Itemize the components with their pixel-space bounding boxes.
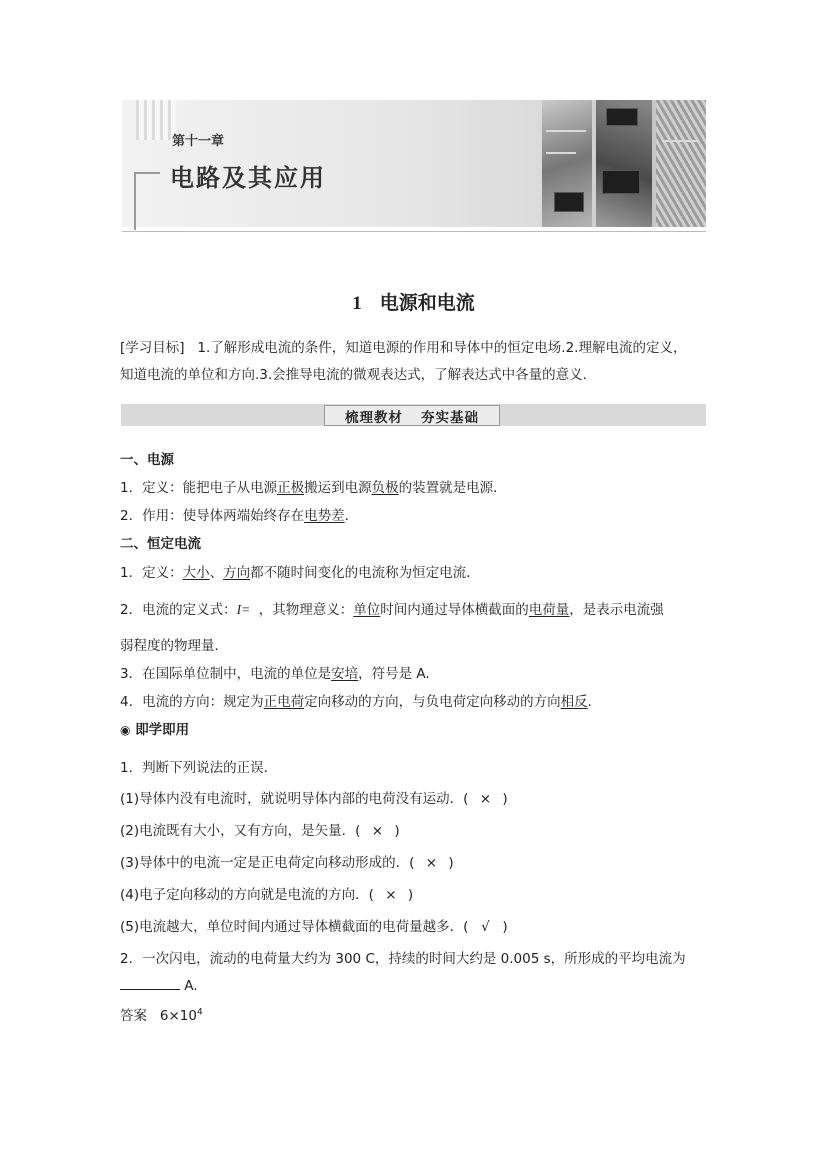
answer-underlined: 电荷量 (528, 602, 570, 618)
answer-underlined: 负极 (371, 480, 399, 496)
answer-underlined: 正电荷 (263, 694, 305, 710)
answer-value: 6×10 (159, 1008, 197, 1024)
lesson-title (0, 288, 827, 315)
chip-graphic (606, 108, 638, 126)
answer-underlined: 方向 (223, 565, 251, 581)
banner-bracket-line (134, 172, 160, 174)
answer-mark: × (425, 855, 438, 871)
section-label-left: 梳理教材 (345, 409, 403, 426)
answer-mark: × (479, 791, 492, 807)
answer-mark: × (385, 887, 397, 903)
judgement-item: (3)导体中的电流一定是正电荷定向移动形成的．( × ) (120, 855, 454, 871)
judgement-item: (4)电子定向移动的方向就是电流的方向．( × ) (120, 887, 414, 903)
chip-graphic (554, 192, 584, 212)
section-label-right: 夯实基础 (421, 409, 479, 426)
banner-bottom-line (122, 231, 706, 232)
item-function: 2．作用：使导体两端始终存在电势差． (120, 508, 359, 524)
banner-stripes (136, 100, 176, 140)
question-2: 2．一次闪电，流动的电荷量大约为 300 C，持续的时间大约是 0.005 s，所形成的平均电流为 (120, 951, 686, 967)
formula: I= (236, 602, 251, 617)
answer-underlined: 单位 (353, 602, 381, 618)
judgement-item: (2)电流既有大小，又有方向，是矢量．( × ) (120, 823, 400, 839)
judgement-item: (1)导体内没有电流时，就说明导体内部的电荷没有运动．( × ) (120, 791, 508, 807)
judgement-item: (5)电流越大，单位时间内通过导体横截面的电荷量越多．( √ ) (120, 919, 508, 935)
item-definition: 1．定义：能把电子从电源正极搬运到电源负极的装置就是电源． (120, 480, 507, 496)
item-unit: 3．在国际单位制中，电流的单位是安培，符号是 A. (120, 666, 430, 682)
heading-power-source: 一、电源 (120, 452, 174, 468)
question-1: 1．判断下列说法的正误． (120, 760, 278, 776)
chapter-title: 电路及其应用 (170, 164, 326, 192)
answer-mark: √ (481, 919, 490, 935)
item-constant-definition: 1．定义：大小、方向都不随时间变化的电流称为恒定电流． (120, 565, 480, 581)
chip-graphic (602, 170, 640, 194)
objectives-text-1: 1.了解形成电流的条件，知道电源的作用和导体中的恒定电场.2.理解电流的定义， (197, 340, 687, 356)
chapter-number: 第十一章 (172, 134, 225, 149)
learning-objectives (120, 335, 710, 389)
practice-heading: ◉ 即学即用 (120, 722, 190, 738)
item-direction: 4．电流的方向：规定为正电荷定向移动的方向，与负电荷定向移动的方向相反． (120, 694, 602, 710)
question-2-blank-line: A. (120, 977, 198, 994)
answer-blank (120, 977, 180, 990)
lesson-title-text: 电源和电流 (379, 292, 475, 314)
heading-constant-current: 二、恒定电流 (120, 536, 201, 552)
answer-underlined: 电势差 (304, 508, 345, 524)
answer-underlined: 大小 (182, 565, 210, 581)
lesson-number: 1 (352, 293, 362, 314)
banner-bracket (134, 172, 136, 230)
section-bar (121, 404, 706, 426)
answer-underlined: 正极 (277, 480, 305, 496)
section-label-box (324, 405, 500, 426)
item-current-formula-cont: 弱程度的物理量． (120, 638, 228, 654)
chapter-banner (122, 100, 706, 233)
answer-underlined: 安培 (331, 666, 359, 682)
answer-label: 答案 (120, 1008, 147, 1024)
answer-mark: × (371, 823, 384, 839)
circuit-board-image (542, 100, 706, 227)
target-icon: ◉ (120, 723, 131, 737)
answer-underlined: 相反 (560, 694, 588, 710)
item-current-formula: 2．电流的定义式：I= ，其物理意义：单位时间内通过导体横截面的电荷量，是表示电流强 (120, 602, 664, 618)
objectives-text-2: 知道电流的单位和方向.3.会推导电流的微观表达式，了解表达式中各量的意义. (120, 367, 587, 383)
answer-exponent: 4 (196, 1007, 203, 1018)
objectives-label: [学习目标] (120, 340, 185, 356)
answer-line (120, 1004, 203, 1024)
